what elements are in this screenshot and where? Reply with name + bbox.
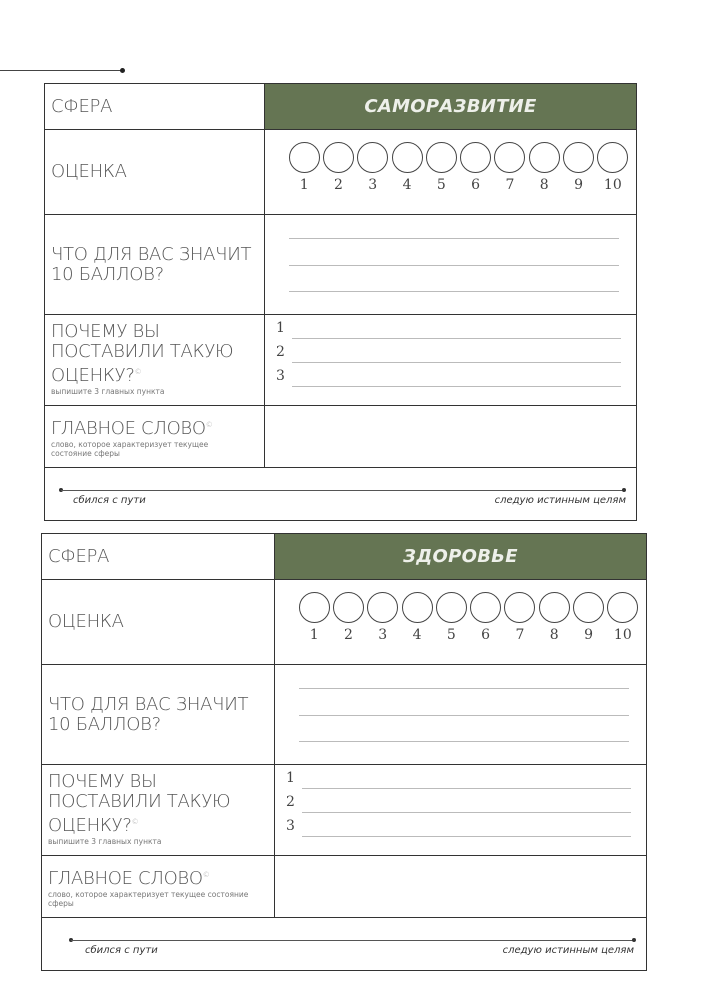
copyright-mark: © <box>205 421 213 429</box>
rating-number: 10 <box>613 627 632 643</box>
scale-right-dot <box>622 488 626 492</box>
rating-option[interactable] <box>503 592 537 643</box>
rating-option[interactable] <box>596 142 630 193</box>
answer-line[interactable] <box>289 265 619 266</box>
why-number: 3 <box>286 818 295 834</box>
rating-option[interactable] <box>287 142 321 193</box>
scale-left-label: сбился с пути <box>73 495 146 506</box>
rating-row <box>45 130 636 215</box>
rating-option[interactable] <box>356 142 390 193</box>
rating-number: 7 <box>515 627 525 643</box>
why-number: 1 <box>276 320 285 336</box>
rating-option[interactable] <box>400 592 434 643</box>
rating-number: 7 <box>505 177 515 193</box>
answer-line[interactable] <box>292 386 621 387</box>
rating-option[interactable] <box>390 142 424 193</box>
rating-circle[interactable] <box>460 142 491 173</box>
rating-circle[interactable] <box>323 142 354 173</box>
sphere-card-1 <box>44 83 637 521</box>
main-word-row <box>45 406 636 468</box>
why-row <box>45 315 636 406</box>
rating-circle[interactable] <box>607 592 638 623</box>
answer-line[interactable] <box>292 338 621 339</box>
rating-number: 10 <box>603 177 622 193</box>
why-label: ПОЧЕМУ ВЫ ПОСТАВИЛИ ТАКУЮ ОЦЕНКУ? <box>51 321 234 386</box>
answer-line[interactable] <box>299 715 629 716</box>
why-number: 2 <box>276 344 285 360</box>
rating-circle[interactable] <box>563 142 594 173</box>
rating-number: 3 <box>378 627 388 643</box>
answer-line[interactable] <box>289 238 619 239</box>
rating-number: 1 <box>299 177 309 193</box>
rating-number: 4 <box>412 627 422 643</box>
sphere-title: ЗДОРОВЬЕ <box>403 546 518 567</box>
rating-number: 4 <box>402 177 412 193</box>
rating-option[interactable] <box>331 592 365 643</box>
answer-line[interactable] <box>302 788 631 789</box>
rating-label: ОЦЕНКА <box>48 611 124 632</box>
answer-line[interactable] <box>302 812 631 813</box>
main-word-row <box>42 856 646 918</box>
rating-option[interactable] <box>527 142 561 193</box>
ten-points-row <box>45 215 636 315</box>
answer-line[interactable] <box>302 836 631 837</box>
rating-number: 5 <box>436 177 446 193</box>
main-word-sublabel: слово, которое характеризует текущее состояние сферы <box>48 890 249 908</box>
scale-right-label: следую истинным целям <box>502 945 634 956</box>
sphere-title: САМОРАЗВИТИЕ <box>364 96 537 117</box>
scale-left-label: сбился с пути <box>85 945 158 956</box>
main-word-sublabel: слово, которое характеризует текущее состояние сферы <box>51 440 209 458</box>
rating-number: 5 <box>446 627 456 643</box>
rating-circle[interactable] <box>436 592 467 623</box>
rating-circle[interactable] <box>299 592 330 623</box>
sphere-title-cell <box>275 534 646 579</box>
rating-number: 6 <box>481 627 491 643</box>
sphere-row <box>45 84 636 130</box>
rating-number: 1 <box>309 627 319 643</box>
main-word-label: ГЛАВНОЕ СЛОВО <box>48 868 203 889</box>
scale-line[interactable] <box>61 490 624 491</box>
rating-option[interactable] <box>606 592 640 643</box>
sphere-label: СФЕРА <box>51 95 113 117</box>
rating-circles <box>297 592 640 643</box>
rating-circle[interactable] <box>529 142 560 173</box>
rating-number: 6 <box>471 177 481 193</box>
top-decor-line <box>0 70 122 71</box>
rating-circle[interactable] <box>426 142 457 173</box>
rating-circle[interactable] <box>470 592 501 623</box>
answer-line[interactable] <box>292 362 621 363</box>
rating-option[interactable] <box>468 592 502 643</box>
copyright-mark: © <box>134 368 142 376</box>
answer-line[interactable] <box>299 741 629 742</box>
rating-option[interactable] <box>571 592 605 643</box>
why-sublabel: выпишите 3 главных пункта <box>48 837 162 846</box>
rating-circle[interactable] <box>367 592 398 623</box>
rating-circle[interactable] <box>357 142 388 173</box>
why-row <box>42 765 646 856</box>
rating-option[interactable] <box>537 592 571 643</box>
rating-row <box>42 580 646 665</box>
why-number: 3 <box>276 368 285 384</box>
rating-circle[interactable] <box>392 142 423 173</box>
copyright-mark: © <box>131 818 139 826</box>
rating-option[interactable] <box>561 142 595 193</box>
rating-circle[interactable] <box>573 592 604 623</box>
rating-number: 8 <box>539 177 549 193</box>
why-number: 1 <box>286 770 295 786</box>
rating-circle[interactable] <box>402 592 433 623</box>
copyright-mark: © <box>202 871 210 879</box>
answer-line[interactable] <box>299 688 629 689</box>
scale-row <box>45 468 636 521</box>
rating-option[interactable] <box>458 142 492 193</box>
scale-right-label: следую истинным целям <box>494 495 626 506</box>
sphere-label: СФЕРА <box>48 545 110 567</box>
rating-circles <box>287 142 630 193</box>
answer-line[interactable] <box>289 291 619 292</box>
scale-right-dot <box>632 938 636 942</box>
rating-number: 8 <box>549 627 559 643</box>
ten-points-label: ЧТО ДЛЯ ВАС ЗНАЧИТ 10 БАЛЛОВ? <box>51 243 252 285</box>
scale-line[interactable] <box>71 940 634 941</box>
rating-option[interactable] <box>424 142 458 193</box>
rating-number: 2 <box>333 177 343 193</box>
sphere-row <box>42 534 646 580</box>
why-label: ПОЧЕМУ ВЫ ПОСТАВИЛИ ТАКУЮ ОЦЕНКУ? <box>48 771 231 836</box>
ten-points-row <box>42 665 646 765</box>
rating-number: 3 <box>368 177 378 193</box>
rating-number: 9 <box>574 177 583 193</box>
why-sublabel: выпишите 3 главных пункта <box>51 387 165 396</box>
rating-option[interactable] <box>321 142 355 193</box>
rating-label: ОЦЕНКА <box>51 161 127 182</box>
rating-circle[interactable] <box>494 142 525 173</box>
rating-option[interactable] <box>434 592 468 643</box>
rating-option[interactable] <box>297 592 331 643</box>
rating-option[interactable] <box>366 592 400 643</box>
rating-circle[interactable] <box>504 592 535 623</box>
sphere-card-2 <box>41 533 647 971</box>
main-word-input-area[interactable] <box>275 856 646 917</box>
main-word-label: ГЛАВНОЕ СЛОВО <box>51 418 206 439</box>
rating-circle[interactable] <box>597 142 628 173</box>
main-word-input-area[interactable] <box>265 406 636 467</box>
ten-points-label: ЧТО ДЛЯ ВАС ЗНАЧИТ 10 БАЛЛОВ? <box>48 693 249 735</box>
top-decor-dot <box>120 68 125 73</box>
rating-circle[interactable] <box>289 142 320 173</box>
scale-row <box>42 918 646 971</box>
rating-number: 2 <box>343 627 353 643</box>
rating-circle[interactable] <box>539 592 570 623</box>
rating-circle[interactable] <box>333 592 364 623</box>
rating-number: 9 <box>584 627 593 643</box>
why-number: 2 <box>286 794 295 810</box>
rating-option[interactable] <box>493 142 527 193</box>
sphere-title-cell <box>265 84 636 129</box>
